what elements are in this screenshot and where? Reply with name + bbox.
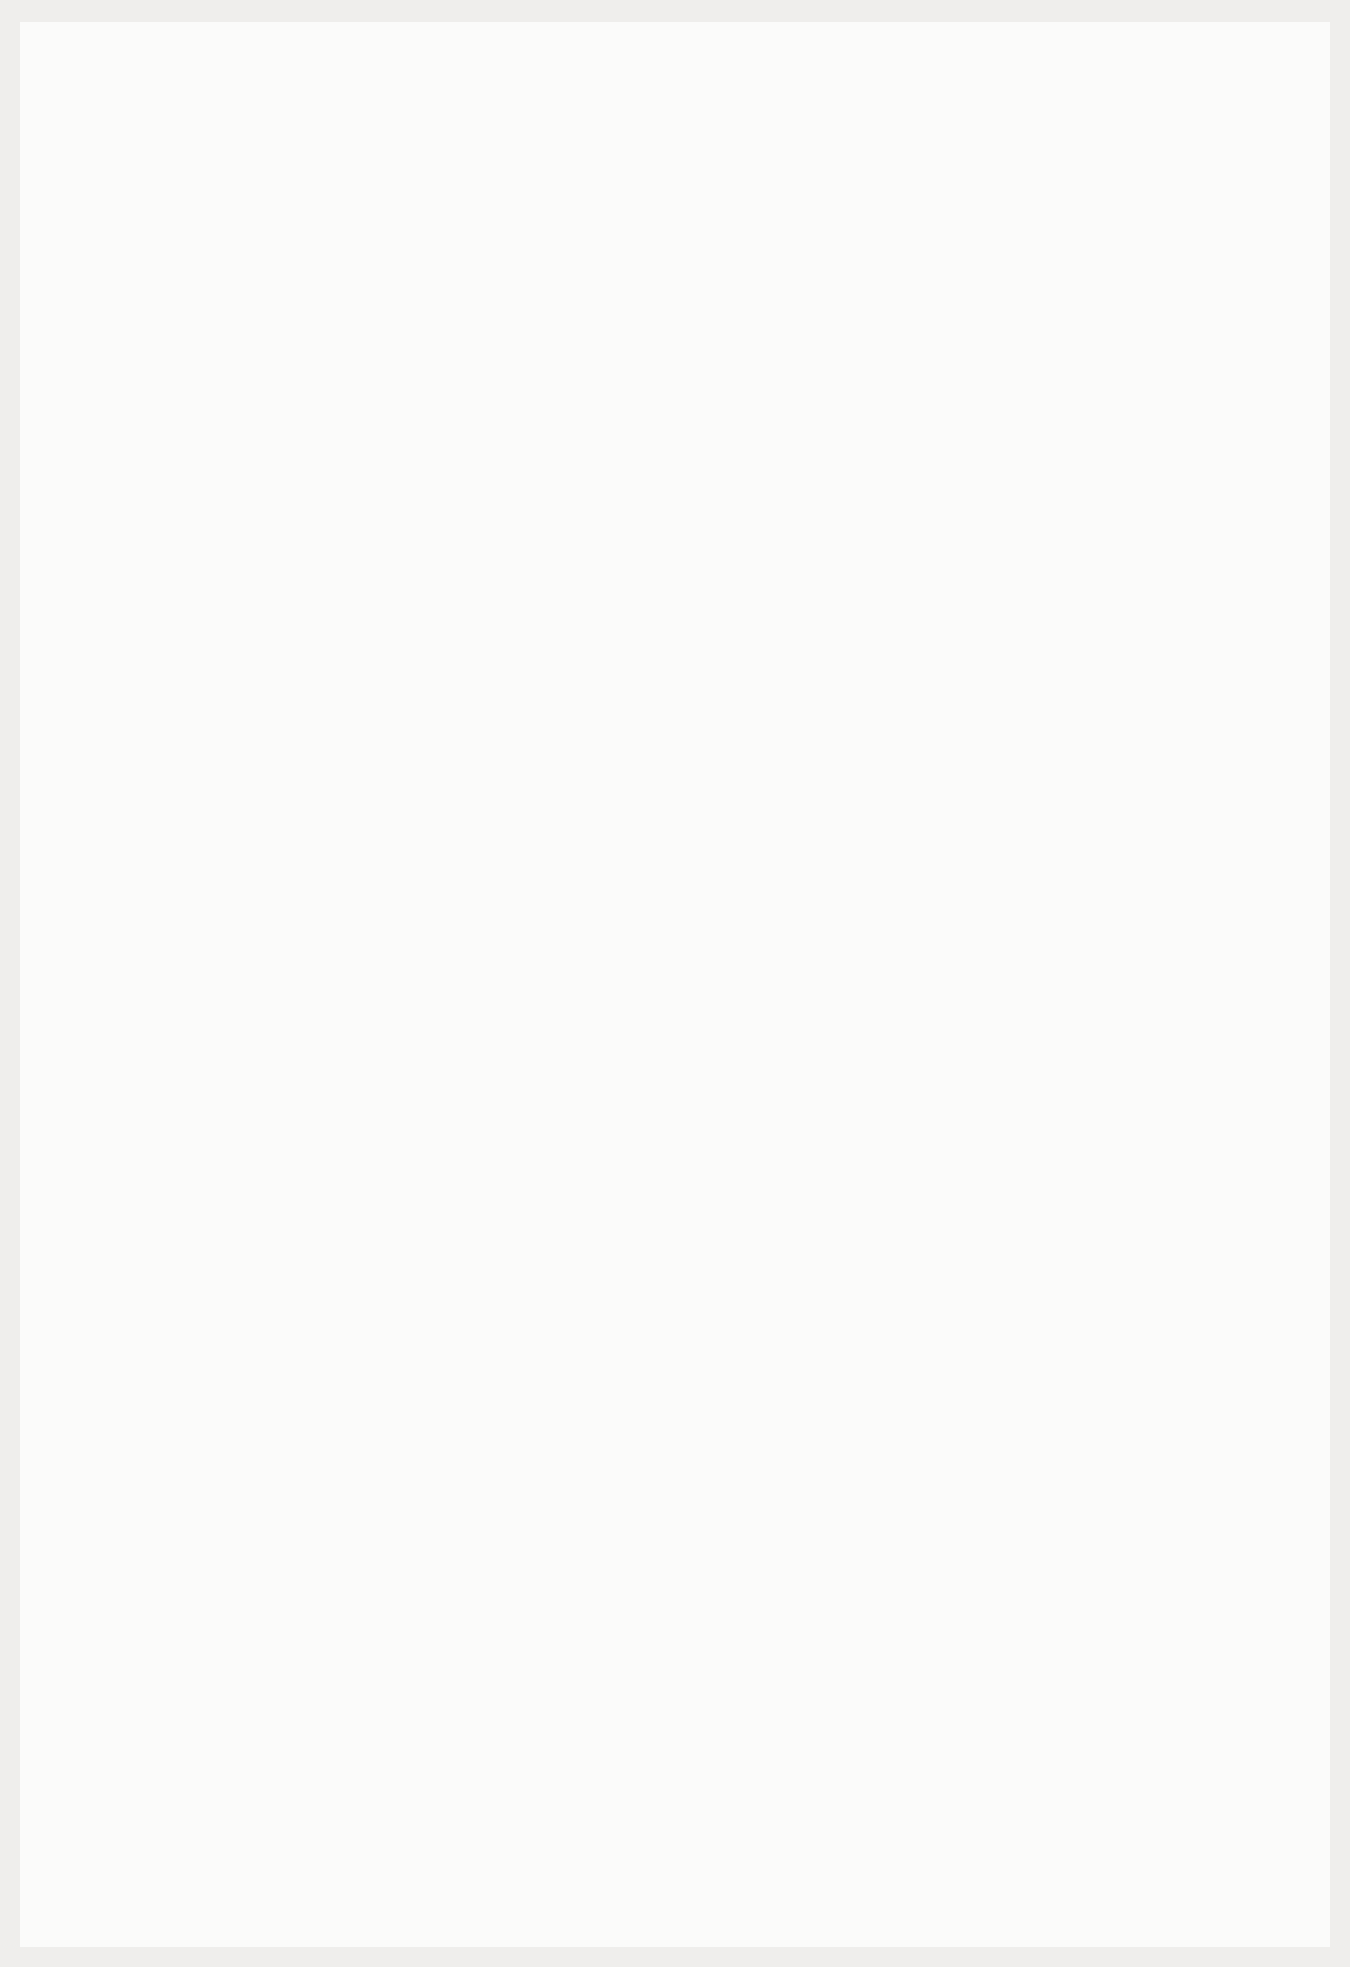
page-footer [944,1900,960,1927]
workbook-page [20,22,1330,1947]
